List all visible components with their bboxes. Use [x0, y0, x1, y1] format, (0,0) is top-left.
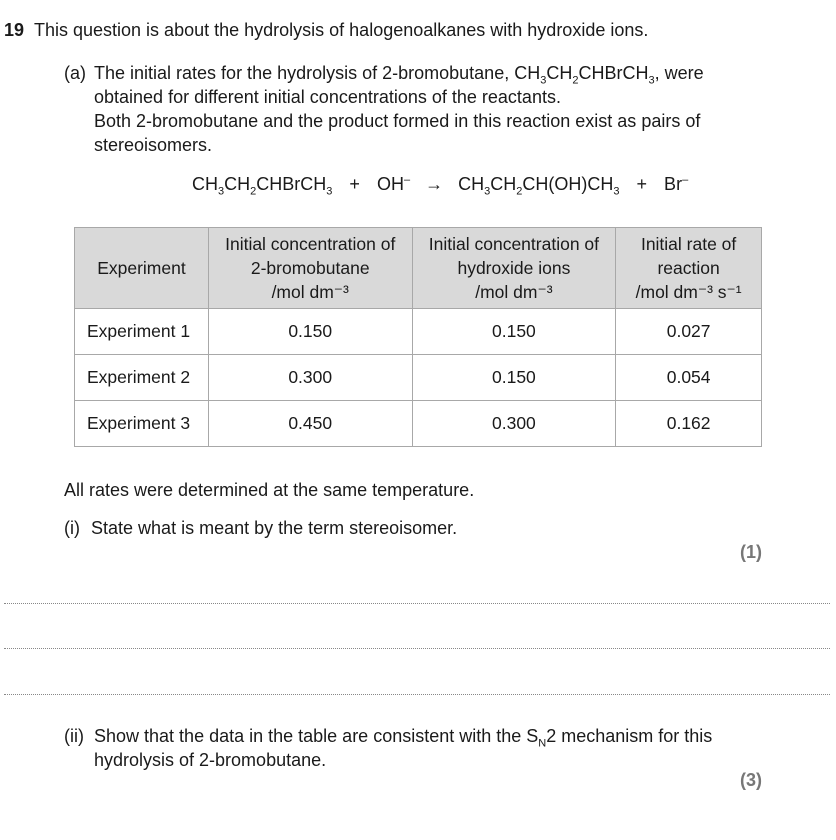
sub-question-ii-label: (ii)	[64, 726, 84, 746]
equation-reactant-2: OH–	[376, 174, 411, 194]
equation-product-2: Br–	[664, 174, 689, 194]
reaction-equation	[192, 174, 689, 198]
cell-hydroxide: 0.150	[412, 309, 616, 355]
equation-reactant-1: $CH_3CH_2CHBrCH_3$	[192, 174, 333, 198]
table-row	[75, 309, 762, 355]
header-experiment: Experiment	[75, 228, 209, 309]
cell-bromobutane: 0.150	[208, 309, 412, 355]
cell-hydroxide: 0.300	[412, 401, 616, 447]
header-hydroxide-concentration: Initial concentration of hydroxide ions /mol dm⁻³	[412, 228, 616, 309]
marks-badge: (3)	[740, 770, 762, 790]
marks-badge: (1)	[740, 542, 762, 562]
equation-plus-1: +	[349, 174, 360, 194]
sub-question-i	[64, 518, 457, 539]
cell-bromobutane: 0.300	[208, 355, 412, 401]
table-header-row	[75, 228, 762, 309]
part-a-text: The initial rates for the hydrolysis of 2-bromobutane, $CH_3CH_2CHBrCH_3$, were obtained for different initial concentrations of the reactants.	[94, 63, 704, 107]
cell-rate: 0.162	[616, 401, 762, 447]
cell-bromobutane: 0.450	[208, 401, 412, 447]
cell-rate: 0.027	[616, 309, 762, 355]
part-a-label: (a)	[64, 63, 86, 83]
question-intro: This question is about the hydrolysis of halogenoalkanes with hydroxide ions.	[34, 20, 649, 40]
table-row	[75, 355, 762, 401]
header-initial-rate: Initial rate of reaction /mol dm⁻³ s⁻¹	[616, 228, 762, 309]
part-a	[64, 61, 704, 157]
row-label: Experiment 1	[75, 309, 209, 355]
formula-2-bromobutane: $CH_3CH_2CHBrCH_3$	[514, 63, 655, 87]
equation-product-1: $CH_3CH_2CH(OH)CH_3$	[458, 174, 620, 198]
cell-hydroxide: 0.150	[412, 355, 616, 401]
answer-line[interactable]	[4, 603, 830, 604]
sub-question-ii-text: Show that the data in the table are consistent with the $S_N2$ mechanism for this hydrolysis of 2-bromobutane.	[94, 726, 713, 770]
reaction-arrow-icon: →	[425, 174, 444, 194]
row-label: Experiment 2	[75, 355, 209, 401]
cell-rate: 0.054	[616, 355, 762, 401]
sub-question-i-label: (i)	[64, 518, 80, 538]
sub-question-i-text: State what is meant by the term stereoisomer.	[91, 518, 458, 538]
part-a-text-2: Both 2-bromobutane and the product formed in this reaction exist as pairs of stereoisomers.	[94, 111, 701, 155]
rates-table	[74, 227, 762, 447]
answer-line[interactable]	[4, 648, 830, 649]
header-bromobutane-concentration: Initial concentration of 2-bromobutane /mol dm⁻³	[208, 228, 412, 309]
sub-question-ii	[64, 724, 764, 772]
equation-plus-2: +	[636, 174, 648, 194]
table-row	[75, 401, 762, 447]
question-number: 19	[4, 20, 25, 40]
temperature-note: All rates were determined at the same temperature.	[64, 480, 475, 500]
row-label: Experiment 3	[75, 401, 209, 447]
answer-line[interactable]	[4, 694, 830, 695]
